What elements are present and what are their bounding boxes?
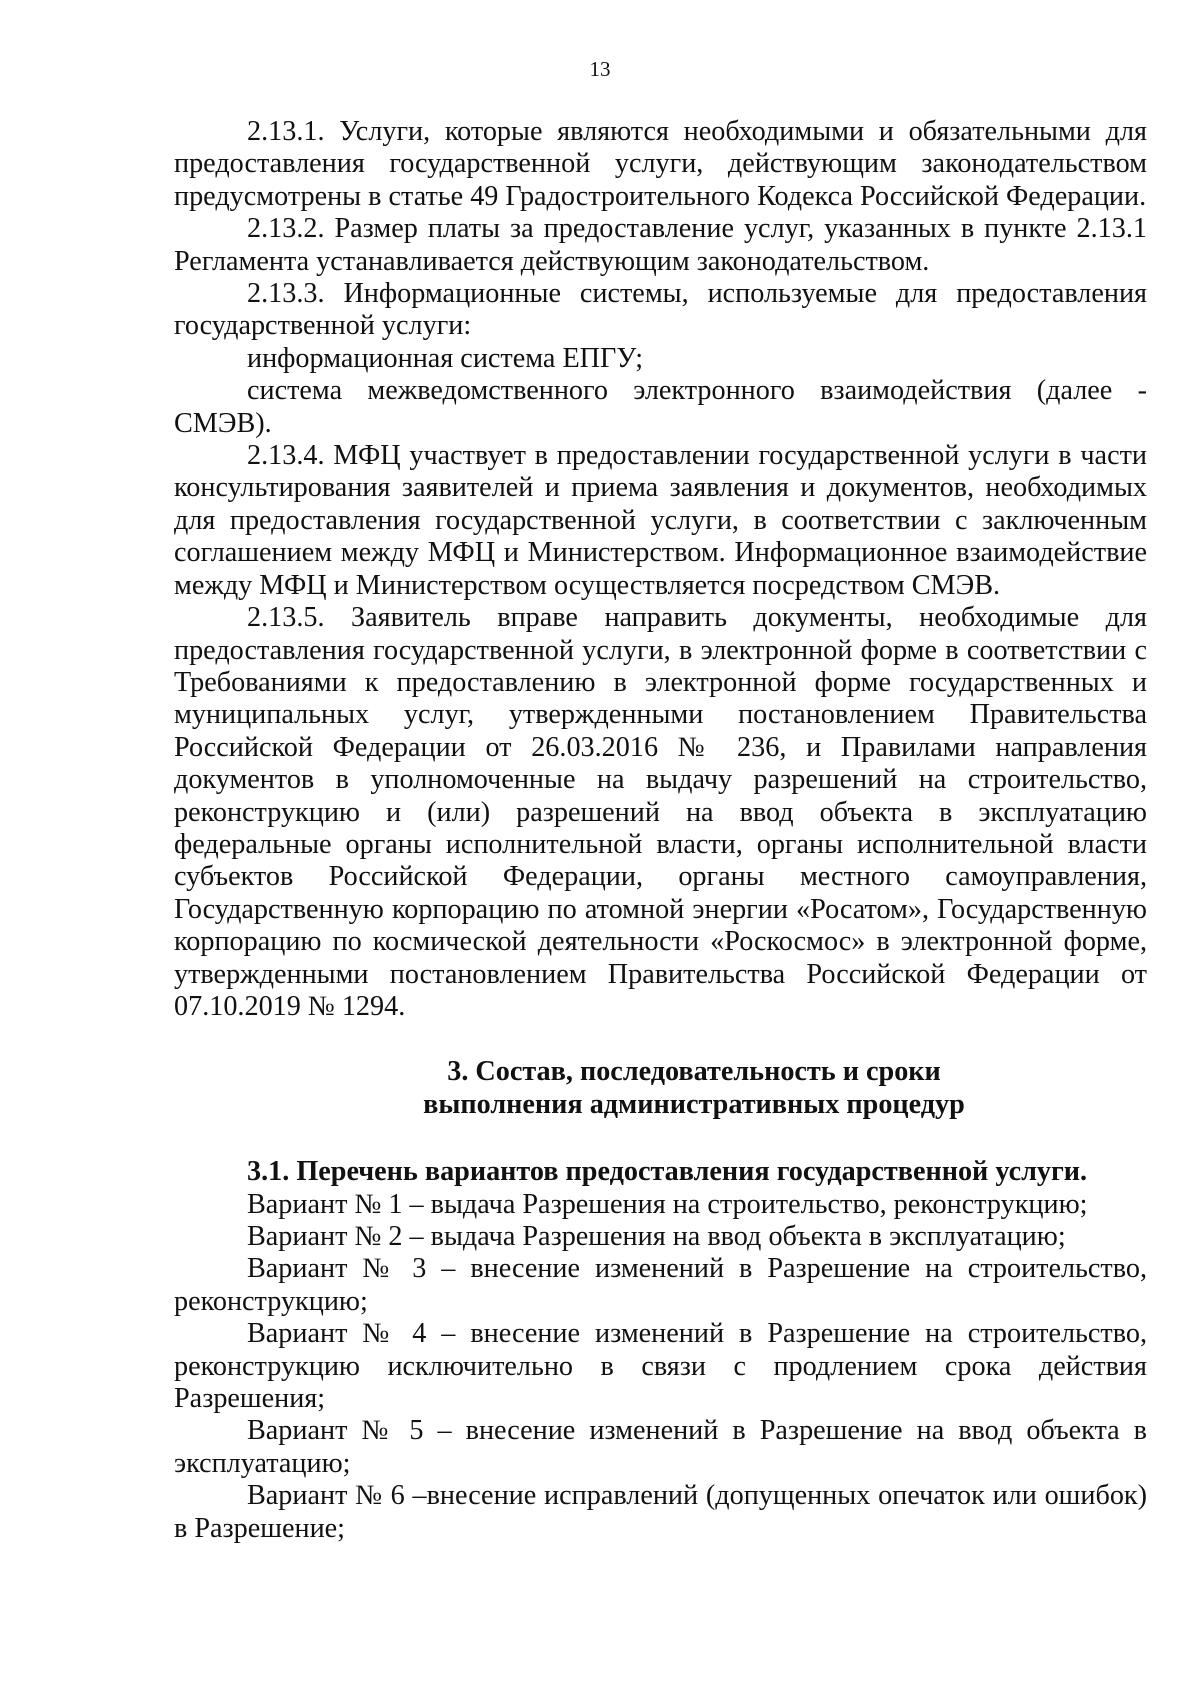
paragraph-2-13-1: 2.13.1. Услуги, которые являются необходимыми и обязательными для предоставления государственной услуги, действующим законодательством предусмотрены в статье 49 Градостроительного Кодекса Российской Федерации. <box>174 116 1147 212</box>
variant-item: Вариант № 6 –внесение исправлений (допущенных опечаток или ошибок) в Разрешение; <box>174 1480 1147 1544</box>
section-heading: 3. Состав, последовательность и сроки выполнения административных процедур <box>423 1056 965 1120</box>
paragraph-2-13-5: 2.13.5. Заявитель вправе направить документы, необходимые для предоставления государственной услуги, в электронной форме в соответствии с Требованиями к предоставлению в электронной форме государственных и муниципальных услуг, утвержденными постановлением Правительства Российской Федерации от 26.03.2016 № 236, и Правилами направления документов в уполномоченные на выдачу разрешений на строительство, реконструкцию и (или) разрешений на ввод объекта в эксплуатацию федеральные органы исполнительной власти, органы исполнительной власти субъектов Российской Федерации, органы местного самоуправления, Государственную корпорацию по атомной энергии «Росатом», Государственную корпорацию по космической деятельности «Роскосмос» в электронной форме, утвержденными постановлением Правительства Российской Федерации от 07.10.2019 № 1294. <box>174 602 1147 1022</box>
page-number: 13 <box>589 57 611 81</box>
paragraph-2-13-3: 2.13.3. Информационные системы, используемые для предоставления государственной услуги: <box>174 278 1147 342</box>
variant-item: Вариант № 2 – выдача Разрешения на ввод объекта в эксплуатацию; <box>247 1221 1066 1252</box>
variant-item: Вариант № 3 – внесение изменений в Разрешение на строительство, реконструкцию; <box>174 1253 1147 1317</box>
subsection-heading: 3.1. Перечень вариантов предоставления государственной услуги. <box>247 1156 1088 1188</box>
variant-item: Вариант № 1 – выдача Разрешения на строительство, реконструкцию; <box>247 1188 1088 1220</box>
variant-item: Вариант № 4 – внесение изменений в Разрешение на строительство, реконструкцию исключительно в связи с продлением срока действия Разрешения; <box>174 1318 1147 1415</box>
list-item-smev: система межведомственного электронного взаимодействия (далее - СМЭВ). <box>174 375 1147 439</box>
document-body <box>174 116 1147 1545</box>
list-item-epgu: информационная система ЕПГУ; <box>247 342 644 374</box>
variant-item: Вариант № 5 – внесение изменений в Разрешение на ввод объекта в эксплуатацию; <box>174 1415 1147 1479</box>
paragraph-2-13-4: 2.13.4. МФЦ участвует в предоставлении государственной услуги в части консультирования заявителей и приема заявления и документов, необходимых для предоставления государственной услуги, в соответствии с заключенным соглашением между МФЦ и Министерством. Информационное взаимодействие между МФЦ и Министерством осуществляется посредством СМЭВ. <box>174 440 1147 601</box>
paragraph-2-13-2: 2.13.2. Размер платы за предоставление услуг, указанных в пункте 2.13.1 Регламента устанавливается действующим законодательством. <box>174 213 1147 277</box>
